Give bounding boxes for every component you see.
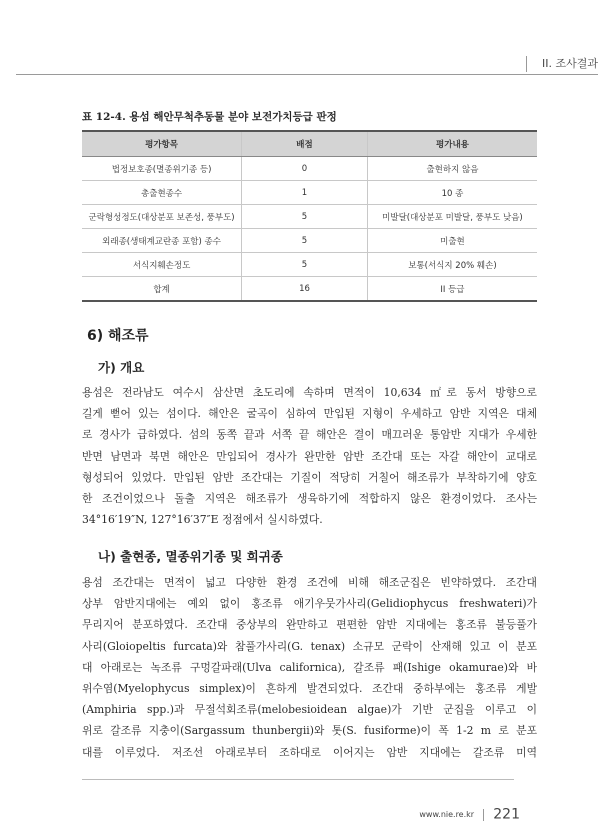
cell-content: 출현하지 않음 (367, 157, 537, 181)
cell-score: 5 (242, 253, 368, 277)
footer-rule (82, 779, 514, 780)
text-line: 로 경사가 급하였다. 섬의 동쪽 끝과 서쪽 끝 해안은 결이 매끄러운 통암반 지대가 우세한 (82, 428, 537, 442)
cell-content: 미출현 (367, 229, 537, 253)
text-line: 사리(Gloiopeltis furcata)와 참풀가사리(G. tenax) 소규모 군락이 산재해 있고 이 분포 (82, 639, 537, 653)
cell-item: 법정보호종(멸종위기종 등) (82, 157, 242, 181)
text-line: 반면 남면과 북면 해안은 만입되어 경사가 완만한 암반 조간대 또는 자갈 해안이 교대로 (82, 449, 537, 463)
text-line: 용섬은 전라남도 여수시 삼산면 초도리에 속하며 면적이 10,634 ㎡로 동서 방향으로 (82, 386, 537, 399)
table-row (82, 181, 537, 205)
text-line: 대 아래로는 녹조류 구멍갈파래(Ulva californica), 갈조류 패(Ishige okamurae)와 바 (82, 660, 537, 674)
table-header-row (82, 131, 537, 157)
text-line: 한 조건이었으나 돌출 지역은 해조류가 생육하기에 적합하지 않은 환경이었다. 조사는 (82, 492, 537, 506)
text-line: 용섬 조간대는 면적이 넓고 다양한 환경 조건에 비해 해조군집은 빈약하였다. 조간대 (82, 576, 537, 589)
text-line: 무리지어 분포하였다. 조간대 중상부의 완만하고 편편한 암반 지대에는 홍조류 불등풀가 (82, 618, 537, 632)
chapter-tab (526, 54, 598, 74)
text-line: 형성되어 있었다. 만입된 암반 조간대는 기질이 적당히 거칠어 해조류가 부착하기에 양호 (82, 470, 537, 484)
header-rule (16, 74, 598, 75)
page-footer (419, 804, 520, 823)
text-line: 위수염(Myelophycus simplex)이 흔하게 발견되었다. 조간대 중하부에는 홍조류 게발 (82, 682, 537, 696)
cell-content: 미발달(대상분포 미발달, 풍부도 낮음) (367, 205, 537, 229)
overview-paragraph (82, 382, 537, 530)
page-number: 221 (493, 806, 520, 823)
header-cell-item: 평가항목 (82, 131, 242, 157)
text-line: 대를 이루었다. 저조선 아래로부터 조하대로 이어지는 암반 지대에는 갈조류 미역 (82, 745, 537, 759)
evaluation-table (82, 130, 537, 302)
cell-score: 16 (242, 277, 368, 302)
footer-url[interactable]: www.nie.re.kr (419, 810, 475, 819)
chapter-label: II. 조사결과 (542, 57, 598, 70)
section-title: 6) 해조류 (87, 328, 149, 344)
table-row (82, 205, 537, 229)
table-row (82, 157, 537, 181)
cell-content: 보통(서식지 20% 훼손) (367, 253, 537, 277)
text-line: 상부 암반지대에는 예외 없이 홍조류 애기우뭇가사리(Gelidiophycus freshwateri)가 (82, 597, 537, 611)
species-subtitle: 나) 출현종, 멸종위기종 및 희귀종 (98, 549, 283, 564)
cell-score: 1 (242, 181, 368, 205)
text-line: 34°16′19″N, 127°16′37″E 정점에서 실시하였다. (82, 513, 323, 527)
cell-score: 0 (242, 157, 368, 181)
cell-item: 합계 (82, 277, 242, 302)
text-line: 위로 갈조류 지충이(Sargassum thunbergii)와 톳(S. fusiforme)이 폭 1-2 m 로 분포 (82, 724, 537, 738)
header-cell-score: 배점 (242, 131, 368, 157)
table-row (82, 253, 537, 277)
cell-item: 서식지훼손정도 (82, 253, 242, 277)
chapter-tab-divider (526, 56, 527, 72)
page-header (16, 54, 598, 76)
overview-subtitle: 가) 개요 (98, 360, 145, 375)
cell-item: 군락형성정도(대상분포 보존성, 풍부도) (82, 205, 242, 229)
cell-content: II 등급 (367, 277, 537, 302)
cell-item: 총출현종수 (82, 181, 242, 205)
text-line: 길게 뻗어 있는 섬이다. 해안은 굴곡이 심하여 만입된 지형이 우세하고 암반 지역은 대체 (82, 407, 537, 421)
cell-item: 외래종(생태계교란종 포함) 종수 (82, 229, 242, 253)
footer-divider (483, 809, 484, 821)
cell-content: 10 종 (367, 181, 537, 205)
text-line: (Amphiria spp.)과 무절석회조류(melobesioidean algae)가 기반 군집을 이루고 이 (82, 703, 537, 717)
header-cell-content: 평가내용 (367, 131, 537, 157)
cell-score: 5 (242, 205, 368, 229)
species-paragraph (82, 572, 537, 763)
table-total-row (82, 277, 537, 302)
cell-score: 5 (242, 229, 368, 253)
table-row (82, 229, 537, 253)
table-caption: 표 12-4. 용섬 해안무척추동물 분야 보전가치등급 판정 (82, 111, 337, 123)
